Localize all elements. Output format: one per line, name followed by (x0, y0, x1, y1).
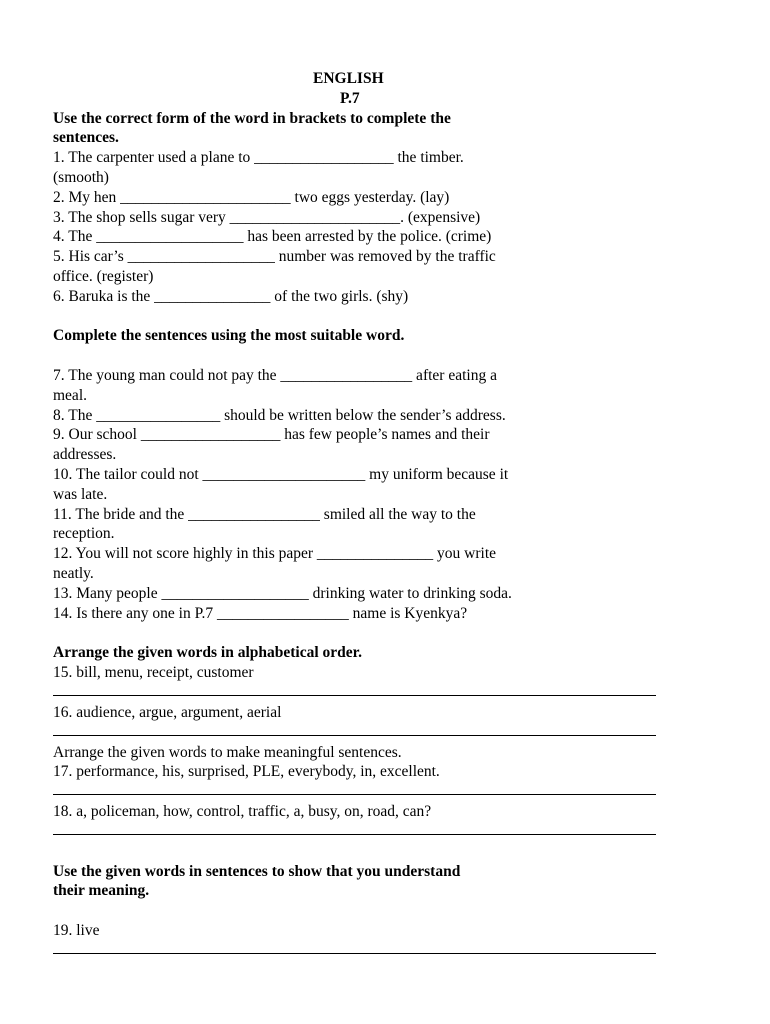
question-line: 6. Baruka is the _______________ of the two girls. (shy) (53, 287, 409, 305)
section4-instruction: Arrange the given words to make meaningful sentences. (53, 743, 402, 761)
subject-title: ENGLISH (313, 70, 384, 87)
answer-line (53, 723, 656, 736)
answer-line (53, 782, 656, 795)
spacer (53, 307, 673, 327)
worksheet-page (53, 69, 673, 961)
question-line: 5. His car’s ___________________ number was removed by the traffic (53, 248, 496, 266)
question-line: 1. The carpenter used a plane to __________________ the timber. (53, 149, 464, 167)
question-line: 12. You will not score highly in this paper _______________ you write (53, 545, 497, 563)
question-16: 16. audience, argue, argument, aerial (53, 703, 282, 721)
question-line: 3. The shop sells sugar very ______________________. (expensive) (53, 208, 481, 226)
question-17: 17. performance, his, surprised, PLE, everybody, in, excellent. (53, 763, 440, 781)
section1-instruction: Use the correct form of the word in brackets to complete the (53, 109, 451, 127)
question-line: 4. The ___________________ has been arrested by the police. (crime) (53, 228, 492, 246)
question-line: office. (register) (53, 267, 154, 285)
question-line: neatly. (53, 564, 94, 582)
question-line: (smooth) (53, 168, 109, 186)
question-line: 9. Our school __________________ has few people’s names and their (53, 426, 490, 444)
question-line: 11. The bride and the _________________ smiled all the way to the (53, 505, 476, 523)
spacer (53, 346, 673, 366)
question-line: 10. The tailor could not _____________________ my uniform because it (53, 465, 509, 483)
question-line: 13. Many people ___________________ drinking water to drinking soda. (53, 584, 512, 602)
section2-instruction: Complete the sentences using the most suitable word. (53, 327, 405, 345)
spacer (53, 901, 673, 921)
section3-instruction: Arrange the given words in alphabetical order. (53, 644, 362, 662)
question-line: meal. (53, 386, 87, 404)
question-line: 8. The ________________ should be written below the sender’s address. (53, 406, 506, 424)
question-line: 7. The young man could not pay the _________________ after eating a (53, 366, 497, 384)
answer-line (53, 941, 656, 954)
spacer (53, 623, 673, 643)
question-15: 15. bill, menu, receipt, customer (53, 663, 254, 681)
answer-line (53, 683, 656, 696)
question-19: 19. live (53, 922, 100, 940)
question-line: 14. Is there any one in P.7 _________________ name is Kyenkya? (53, 604, 468, 622)
question-18: 18. a, policeman, how, control, traffic, a, busy, on, road, can? (53, 803, 432, 821)
question-line: 2. My hen ______________________ two eggs yesterday. (lay) (53, 188, 450, 206)
question-line: addresses. (53, 446, 117, 464)
answer-line (53, 822, 656, 835)
section5-instruction-cont: their meaning. (53, 882, 150, 900)
class-title: P.7 (340, 89, 360, 107)
spacer (53, 842, 673, 862)
question-line: reception. (53, 525, 115, 543)
section5-instruction: Use the given words in sentences to show that you understand (53, 862, 461, 880)
section1-instruction-cont: sentences. (53, 129, 119, 147)
question-line: was late. (53, 485, 108, 503)
